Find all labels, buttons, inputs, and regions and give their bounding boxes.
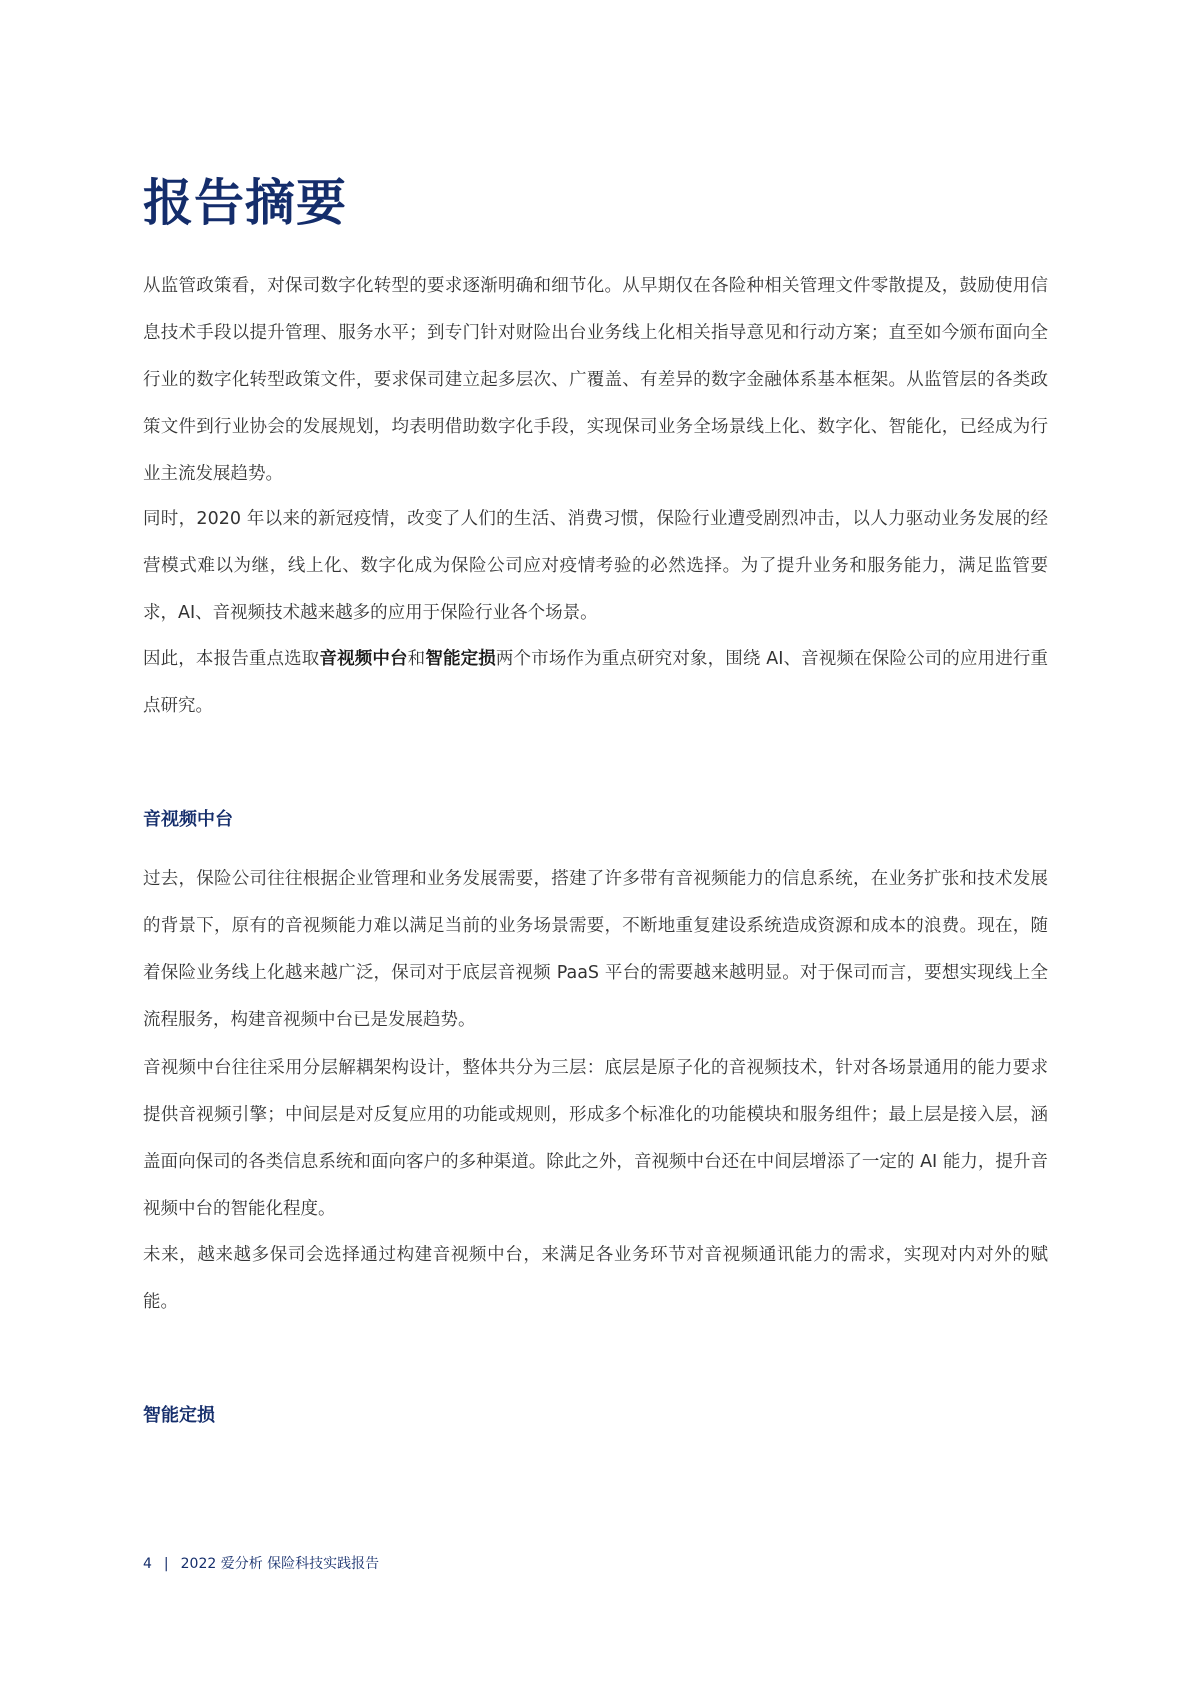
- p3-prefix: 因此，本报告重点选取: [143, 649, 320, 669]
- av-platform-paragraph-2: 音视频中台往往采用分层解耦架构设计，整体共分为三层：底层是原子化的音视频技术，针对各场景通用的能力要求提供音视频引擎；中间层是对反复应用的功能或规则，形成多个标准化的功能模块和服务组件；最上层是接入层，涵盖面向保司的各类信息系统和面向客户的多种渠道。除此之外，音视频中台还在中间层增添了一定的 AI 能力，提升音视频中台的智能化程度。: [143, 1058, 1048, 1219]
- page-number: 4: [143, 1556, 152, 1572]
- summary-paragraph-2: 同时，2020 年以来的新冠疫情，改变了人们的生活、消费习惯，保险行业遭受剧烈冲击，以人力驱动业务发展的经营模式难以为继，线上化、数字化成为保险公司应对疫情考验的必然选择。为了提升业务和服务能力，满足监管要求，AI、音视频技术越来越多的应用于保险行业各个场景。: [143, 509, 1048, 623]
- page-title: 报告摘要: [143, 174, 347, 232]
- p3-suffix: 两个市场作为重点研究对象，围绕 AI、音视频在保险公司的应用进行重点研究。: [143, 649, 1049, 716]
- footer-separator: |: [163, 1556, 169, 1572]
- summary-paragraph-3: [143, 636, 1048, 730]
- p3-highlight-smart-loss: 智能定损: [425, 649, 496, 669]
- summary-paragraph-1: 从监管政策看，对保司数字化转型的要求逐渐明确和细节化。从早期仅在各险种相关管理文件零散提及，鼓励使用信息技术手段以提升管理、服务水平；到专门针对财险出台业务线上化相关指导意见和行动方案；直至如今颁布面向全行业的数字化转型政策文件，要求保司建立起多层次、广覆盖、有差异的数字金融体系基本框架。从监管层的各类政策文件到行业协会的发展规划，均表明借助数字化手段，实现保司业务全场景线上化、数字化、智能化，已经成为行业主流发展趋势。: [143, 276, 1048, 484]
- report-name: 2022 爱分析 保险科技实践报告: [180, 1556, 380, 1572]
- section-heading-smart-loss: 智能定损: [143, 1405, 215, 1426]
- page-footer: [143, 1554, 379, 1574]
- p3-highlight-av-platform: 音视频中台: [319, 649, 408, 669]
- av-platform-paragraph-1: 过去，保险公司往往根据企业管理和业务发展需要，搭建了许多带有音视频能力的信息系统，在业务扩张和技术发展的背景下，原有的音视频能力难以满足当前的业务场景需要，不断地重复建设系统造成资源和成本的浪费。现在，随着保险业务线上化越来越广泛，保司对于底层音视频 PaaS 平台的需要越来越明显。对于保司而言，要想实现线上全流程服务，构建音视频中台已是发展趋势。: [143, 869, 1048, 1030]
- p3-mid: 和: [407, 649, 426, 669]
- section-heading-av-platform: 音视频中台: [143, 809, 233, 830]
- av-platform-paragraph-3: 未来，越来越多保司会选择通过构建音视频中台，来满足各业务环节对音视频通讯能力的需求，实现对内对外的赋能。: [143, 1245, 1048, 1312]
